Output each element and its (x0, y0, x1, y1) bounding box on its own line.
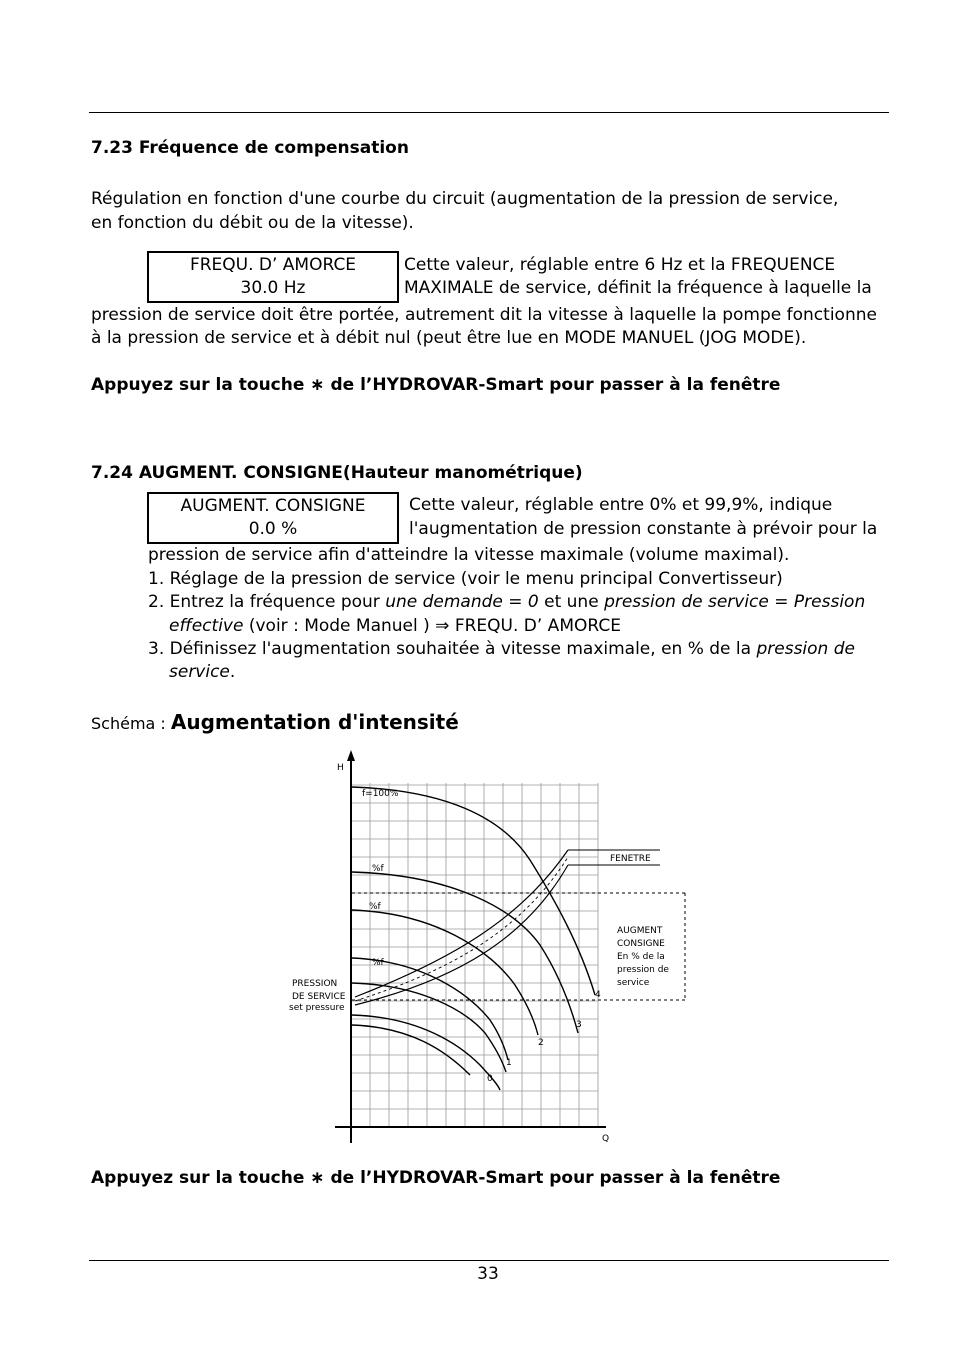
curve-label-4: 4 (595, 990, 601, 1000)
section-723-intro-line2: en fonction du débit ou de la vitesse). (91, 213, 414, 233)
axis-q-label: Q (602, 1134, 610, 1144)
curve-f100 (352, 787, 595, 995)
step-2-line1 (148, 591, 865, 614)
augment-label-2: CONSIGNE (617, 939, 665, 949)
section-724-body-line3: pression de service afin d'atteindre la vitesse maximale (volume maximal). (148, 545, 790, 565)
step-1: 1. Réglage de la pression de service (voir le menu principal Convertisseur) (148, 569, 783, 589)
section-723-body-line3: pression de service doit être portée, autrement dit la vitesse à laquelle la pompe fonctionne (91, 305, 877, 325)
curve-label-1: 1 (506, 1058, 512, 1068)
freq-amorce-display (147, 251, 399, 303)
axis-h-label: H (337, 763, 344, 773)
schema-title: Augmentation d'intensité (170, 710, 459, 734)
section-724-press-note: Appuyez sur la touche ∗ de l’HYDROVAR-Smart pour passer à la fenêtre (91, 1168, 781, 1188)
label-pf3: %f (372, 958, 384, 968)
section-723-heading: 7.23 Fréquence de compensation (91, 138, 409, 158)
label-fenetre: FENETRE (610, 854, 651, 864)
augment-label-3: En % de la (617, 952, 665, 962)
bottom-rule (89, 1260, 889, 1261)
freq-amorce-label: FREQU. D’ AMORCE (189, 255, 357, 275)
step-2-line2 (169, 615, 621, 638)
augment-consigne-display (147, 492, 399, 544)
augment-consigne-value: 0.0 % (248, 519, 298, 539)
step-2-c: et une (538, 592, 605, 612)
label-pf2: %f (369, 902, 381, 912)
label-pf1: %f (372, 864, 384, 874)
section-724-side-line1: Cette valeur, réglable entre 0% et 99,9%, indique (409, 495, 833, 515)
schema-caption (91, 709, 459, 737)
augment-label-5: service (617, 978, 650, 988)
system-curve-band (355, 850, 568, 1005)
step-3-d: . (229, 662, 236, 682)
figure-axes (335, 757, 606, 1143)
pression-label-1: PRESSION (292, 979, 338, 989)
section-723-side-line2: MAXIMALE de service, définit la fréquence à laquelle la (404, 278, 872, 298)
step-2-f: (voir : Mode Manuel ) ⇒ FREQU. D’ AMORCE (243, 616, 621, 636)
pump-curves (352, 787, 595, 1090)
step-3-line2 (169, 661, 235, 684)
freq-amorce-value: 30.0 Hz (240, 278, 306, 298)
section-723-intro-line1: Régulation en fonction d'une courbe du circuit (augmentation de la pression de service, (91, 189, 839, 209)
top-rule (89, 112, 889, 113)
step-2-e: effective (169, 616, 244, 636)
curve-label-2: 2 (538, 1038, 544, 1048)
augment-label-4: pression de (617, 965, 669, 975)
page-number: 33 (477, 1264, 499, 1284)
pressure-curve-figure (280, 745, 700, 1150)
step-3-c: service (169, 662, 230, 682)
step-2-b: une demande = 0 (385, 592, 539, 612)
step-3-b: pression de (756, 639, 855, 659)
schema-prefix: Schéma : (91, 714, 171, 733)
figure-grid (351, 783, 598, 1127)
pression-label-3: set pressure (289, 1003, 345, 1013)
step-2-d: pression de service = Pression (604, 592, 866, 612)
h-axis-arrow (347, 750, 355, 761)
pression-label-2: DE SERVICE (292, 992, 346, 1002)
label-f100: f=100% (362, 789, 399, 799)
step-2-a: 2. Entrez la fréquence pour (148, 592, 386, 612)
curve-label-0: 0 (487, 1074, 493, 1084)
curve-label-3: 3 (576, 1020, 582, 1030)
augment-consigne-label: AUGMENT. CONSIGNE (180, 496, 366, 516)
section-724-side-line2: l'augmentation de pression constante à prévoir pour la (409, 519, 878, 539)
system-curve-upper (355, 850, 568, 997)
section-723-body-line4: à la pression de service et à débit nul (peut être lue en MODE MANUEL (JOG MODE). (91, 328, 807, 348)
section-724-heading: 7.24 AUGMENT. CONSIGNE(Hauteur manométrique) (91, 463, 583, 483)
step-3-line1 (148, 638, 855, 661)
augment-label-1: AUGMENT (617, 926, 663, 936)
section-723-press-note: Appuyez sur la touche ∗ de l’HYDROVAR-Smart pour passer à la fenêtre (91, 375, 781, 395)
section-723-side-line1: Cette valeur, réglable entre 6 Hz et la FREQUENCE (404, 255, 836, 275)
step-3-a: 3. Définissez l'augmentation souhaitée à vitesse maximale, en % de la (148, 639, 757, 659)
